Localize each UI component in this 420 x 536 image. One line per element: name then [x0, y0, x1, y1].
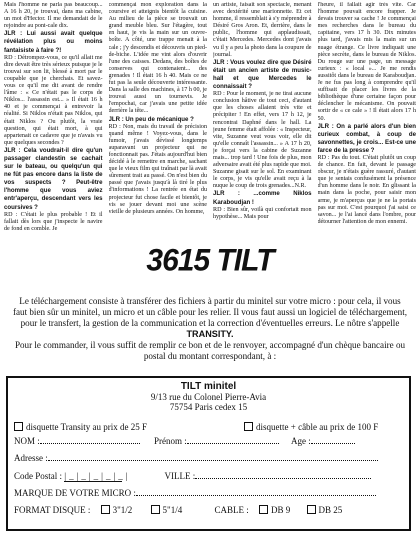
- code-postal-field[interactable]: |_|_|_|_|_|: [64, 471, 131, 481]
- options-row: disquette Transity au prix de 25 F disquette + câble au prix de 100 F: [14, 422, 403, 432]
- intro-text: Le téléchargement consiste à transférer des fichiers à partir du minitel sur votre micro : pour cela, il vous faut bien sûr un minitel, un micro et un câble pour les relier. Il vous faut aussi un logiciel de téléchargement, pour le transfert, la gestion de la communication et la correction d'éventuelles erreurs. Le nôtre s'appelle TRANSITY. Pour le commander, il vous suffit de remplir ce bon et de le renvoyer, accompagné d'un chèque bancaire ou postal du montant correspondant, à :: [12, 296, 408, 361]
- paragraph: RD : C'était le plus probable ! Et il fallait dès lors que j'inspecte le navire de fond en comble. Je: [4, 211, 103, 232]
- paragraph: RD : Non, mais du travail de précision quand même ! Voyez-vous, dans le fumoir, j'avais dévissé longtemps auparavant un projecteur qui ne fonctionnait pas. J'étais aujourd'hui bien décidé à le remettre en marche, sachant que le vieux film qui traînait par là avait sûrement trait au passé. On n'est bien du passé que j'avais jusqu'à là tiré le plus d'informations ! La rentrée en état du projecteur fut chose facile et bientôt, je vis se jouer devant moi une scène vieille de plusieurs années. On homme,: [108, 123, 207, 215]
- article-column-4: [318, 2, 417, 240]
- micro-row: MARQUE DE VOTRE MICRO :: [14, 488, 403, 498]
- name-row: NOM : Prénom : Age :: [14, 436, 403, 446]
- checkbox-5-25[interactable]: [151, 505, 160, 514]
- paragraph: JLR : On a parlé alors d'un bien curieux combat, à coup de savonnettes, je crois... Est-ce une farce de la presse ?: [317, 122, 416, 154]
- checkbox-disk-cable[interactable]: [244, 422, 253, 431]
- paragraph: RD : Bien sûr, voilà qui confortait mon hypothèse... Mais pour: [213, 206, 312, 220]
- checkbox-3-5[interactable]: [101, 505, 110, 514]
- order-address: [8, 382, 409, 412]
- paragraph: RD : Pas du tout. C'était plutôt un coup de chance. En fait, devant le passage obscur, je n'étais guère rassuré, d'autant que je sentais confusément la présence d'un homme dans le noir. En glissant la main dans la poche, pour saisir mon arme, je m'aperçus que je ne la portais pas sur moi. C'est pourquoi j'ai saisi ce savon... je l'ai lancé dans l'ombre, pour détourner l'attention de mon ennemi.: [317, 154, 416, 225]
- paragraph: JLR : Lui aussi avait quelque révélation plus ou moins fantaisiste à faire ?!: [4, 30, 103, 54]
- article-columns: [4, 2, 416, 240]
- order-form: [6, 376, 411, 531]
- address-line-1: 9/13 rue du Colonel Pierre-Avia: [150, 392, 267, 402]
- checkbox-db9[interactable]: [259, 505, 268, 514]
- format-row: FORMAT DISQUE : 3"1/2 5"1/4 CABLE : DB 9 DB 25: [14, 505, 343, 515]
- prenom-field[interactable]: [187, 443, 279, 444]
- paragraph: RD : Pour le moment, je ne tirai aucune conclusion hâtive de tout ceci, d'autant que les choses allaient très vite et précipiter ! En effet, vers 17 h 12, je rencontrai Daphné dans le hall. La jeune femme était affolée : « Inspecteur, vite, Suzanne veut vous voir, elle dit qu'elle connaît l'assassin... » A 17 h 20, je forçai vers la cabine de Suzanne mais... trop tard ! Une fois de plus, mon adversaire avait été plus rapide que moi. Suzanne gisait sur le sol. En examinant le corps, je vis qu'elle avait reçu à la nuque le coup de trois grenades...N.R.: [213, 91, 312, 190]
- paragraph: RD : Détrompez-vous, ce qu'il allait me dire devait être très sérieux puisque je le trouvai sur son lit, blessé à mort par le coupable que je cherchais. Et savez-vous ce qu'il me dit avant de rendre l'âme : « Ce n'était pas le corps de Niklos... l'assassin est... » Il était 16 h 40 et je commençai à entrevoir la réalité. Si Niklos n'était pas Niklos, qui était Niklos ? Ou plutôt, la vraie question, qui était mort, à qui appartenait ce cadavre que je n'avais vu que quelques secondes ?: [4, 54, 103, 146]
- nom-field[interactable]: [40, 443, 140, 444]
- paragraph: JLR : Un peu de mécanique ?: [108, 115, 194, 123]
- paragraph: JLR : Vous voulez dire que Désiré était un ancien artiste de music-hall et que Mercedes le connaissait ?: [213, 58, 312, 91]
- adresse-field[interactable]: [48, 460, 378, 461]
- age-field[interactable]: [311, 443, 355, 444]
- order-title: TILT minitel: [180, 381, 237, 392]
- address-row: Adresse :: [14, 453, 403, 463]
- banner-3615-tilt: 3615 TILT: [146, 243, 274, 278]
- checkbox-db25[interactable]: [307, 505, 316, 514]
- paragraph: JLR : Cela voudrait-il dire qu'un passager clandestin se cachait sur le bateau, ou quelqu'un qui ne fût pas encore dans la liste de vos suspects ? Peut-être l'homme que vous aviez entr'aperçu, descendant vers les coursives ?: [4, 146, 103, 211]
- paragraph: un artiste, faisait son spectacle, menant avec dextérité une marionnette. Et cet homme, il ressemblait à s'y méprendre à Désiré Gros Aron. Et, derrière, dans le public, l'homme qui applaudissait, c'était Mercedes. Mercedes dont j'avais vu il y a peu la photo dans la coupure de journal.: [213, 2, 312, 58]
- article-column-1: [4, 2, 103, 240]
- checkbox-disk[interactable]: [14, 422, 23, 431]
- paragraph: JLR : ...comme Niklos Karaboudjan !: [213, 190, 312, 206]
- city-row: Code Postal : |_|_|_|_|_| VILLE :: [14, 471, 403, 482]
- paragraph: commençai mon exploration dans la coursive et atteignis bientôt la cuisine. Au milieu de la pièce se trouvait un grand meuble bleu. Sur l'étagère, tout en haut, je vis la main sur un ouvre-boîte. A côté, une trappe menait à la cale ; j'y descendis et découvris un pied-de-biche. L'idée me vint alors d'ouvrir l'une des caisses. Dedans, des boîtes de conserves qui contenaient... des grenades ! Il était 16 h 40. Mais ce ne fut pas la seule découverte intéressante. Dans la salle des machines, à 17 h 00, je trouvai aussi un tournevis. Je l'empochai, car j'avais une petite idée derrière la tête...: [108, 2, 207, 115]
- ville-field[interactable]: [195, 478, 371, 479]
- marque-field[interactable]: [136, 495, 376, 496]
- paragraph: Mais l'homme ne parla pas beaucoup... A 16 h 20, je trouvai, dans ma cabine, un mot d'Hector. Il me demandait de le rejoindre au pont-cale dix.: [4, 2, 103, 30]
- article-column-3: [213, 2, 312, 240]
- paragraph: l'heure, il fallait agir très vite. Car l'homme pouvait encore frapper. Je devais trouver sa cache ! Je commençai mes recherches dans le bureau du capitaine, vers 17 h 30. Dix minutes plus tard, j'avais mis la main sur un nuage étrange. Ce livre indiquait une pièce secrète, dans le bureau de Niklos. Du rouge sur une page, un message curieux : « local »... Je me rendis aussitôt dans le bureau de Karaboudjan. Je ne fus pas long à comprendre qu'il suffisait de placer les livres de la bibliothèque d'une certaine façon pour déclencher le mécanisme. On pouvait sortir de « ce cale » ! Il était alors 17 h 50.: [317, 2, 416, 122]
- address-line-2: 75754 Paris cedex 15: [169, 402, 248, 412]
- article-column-2: [109, 2, 208, 240]
